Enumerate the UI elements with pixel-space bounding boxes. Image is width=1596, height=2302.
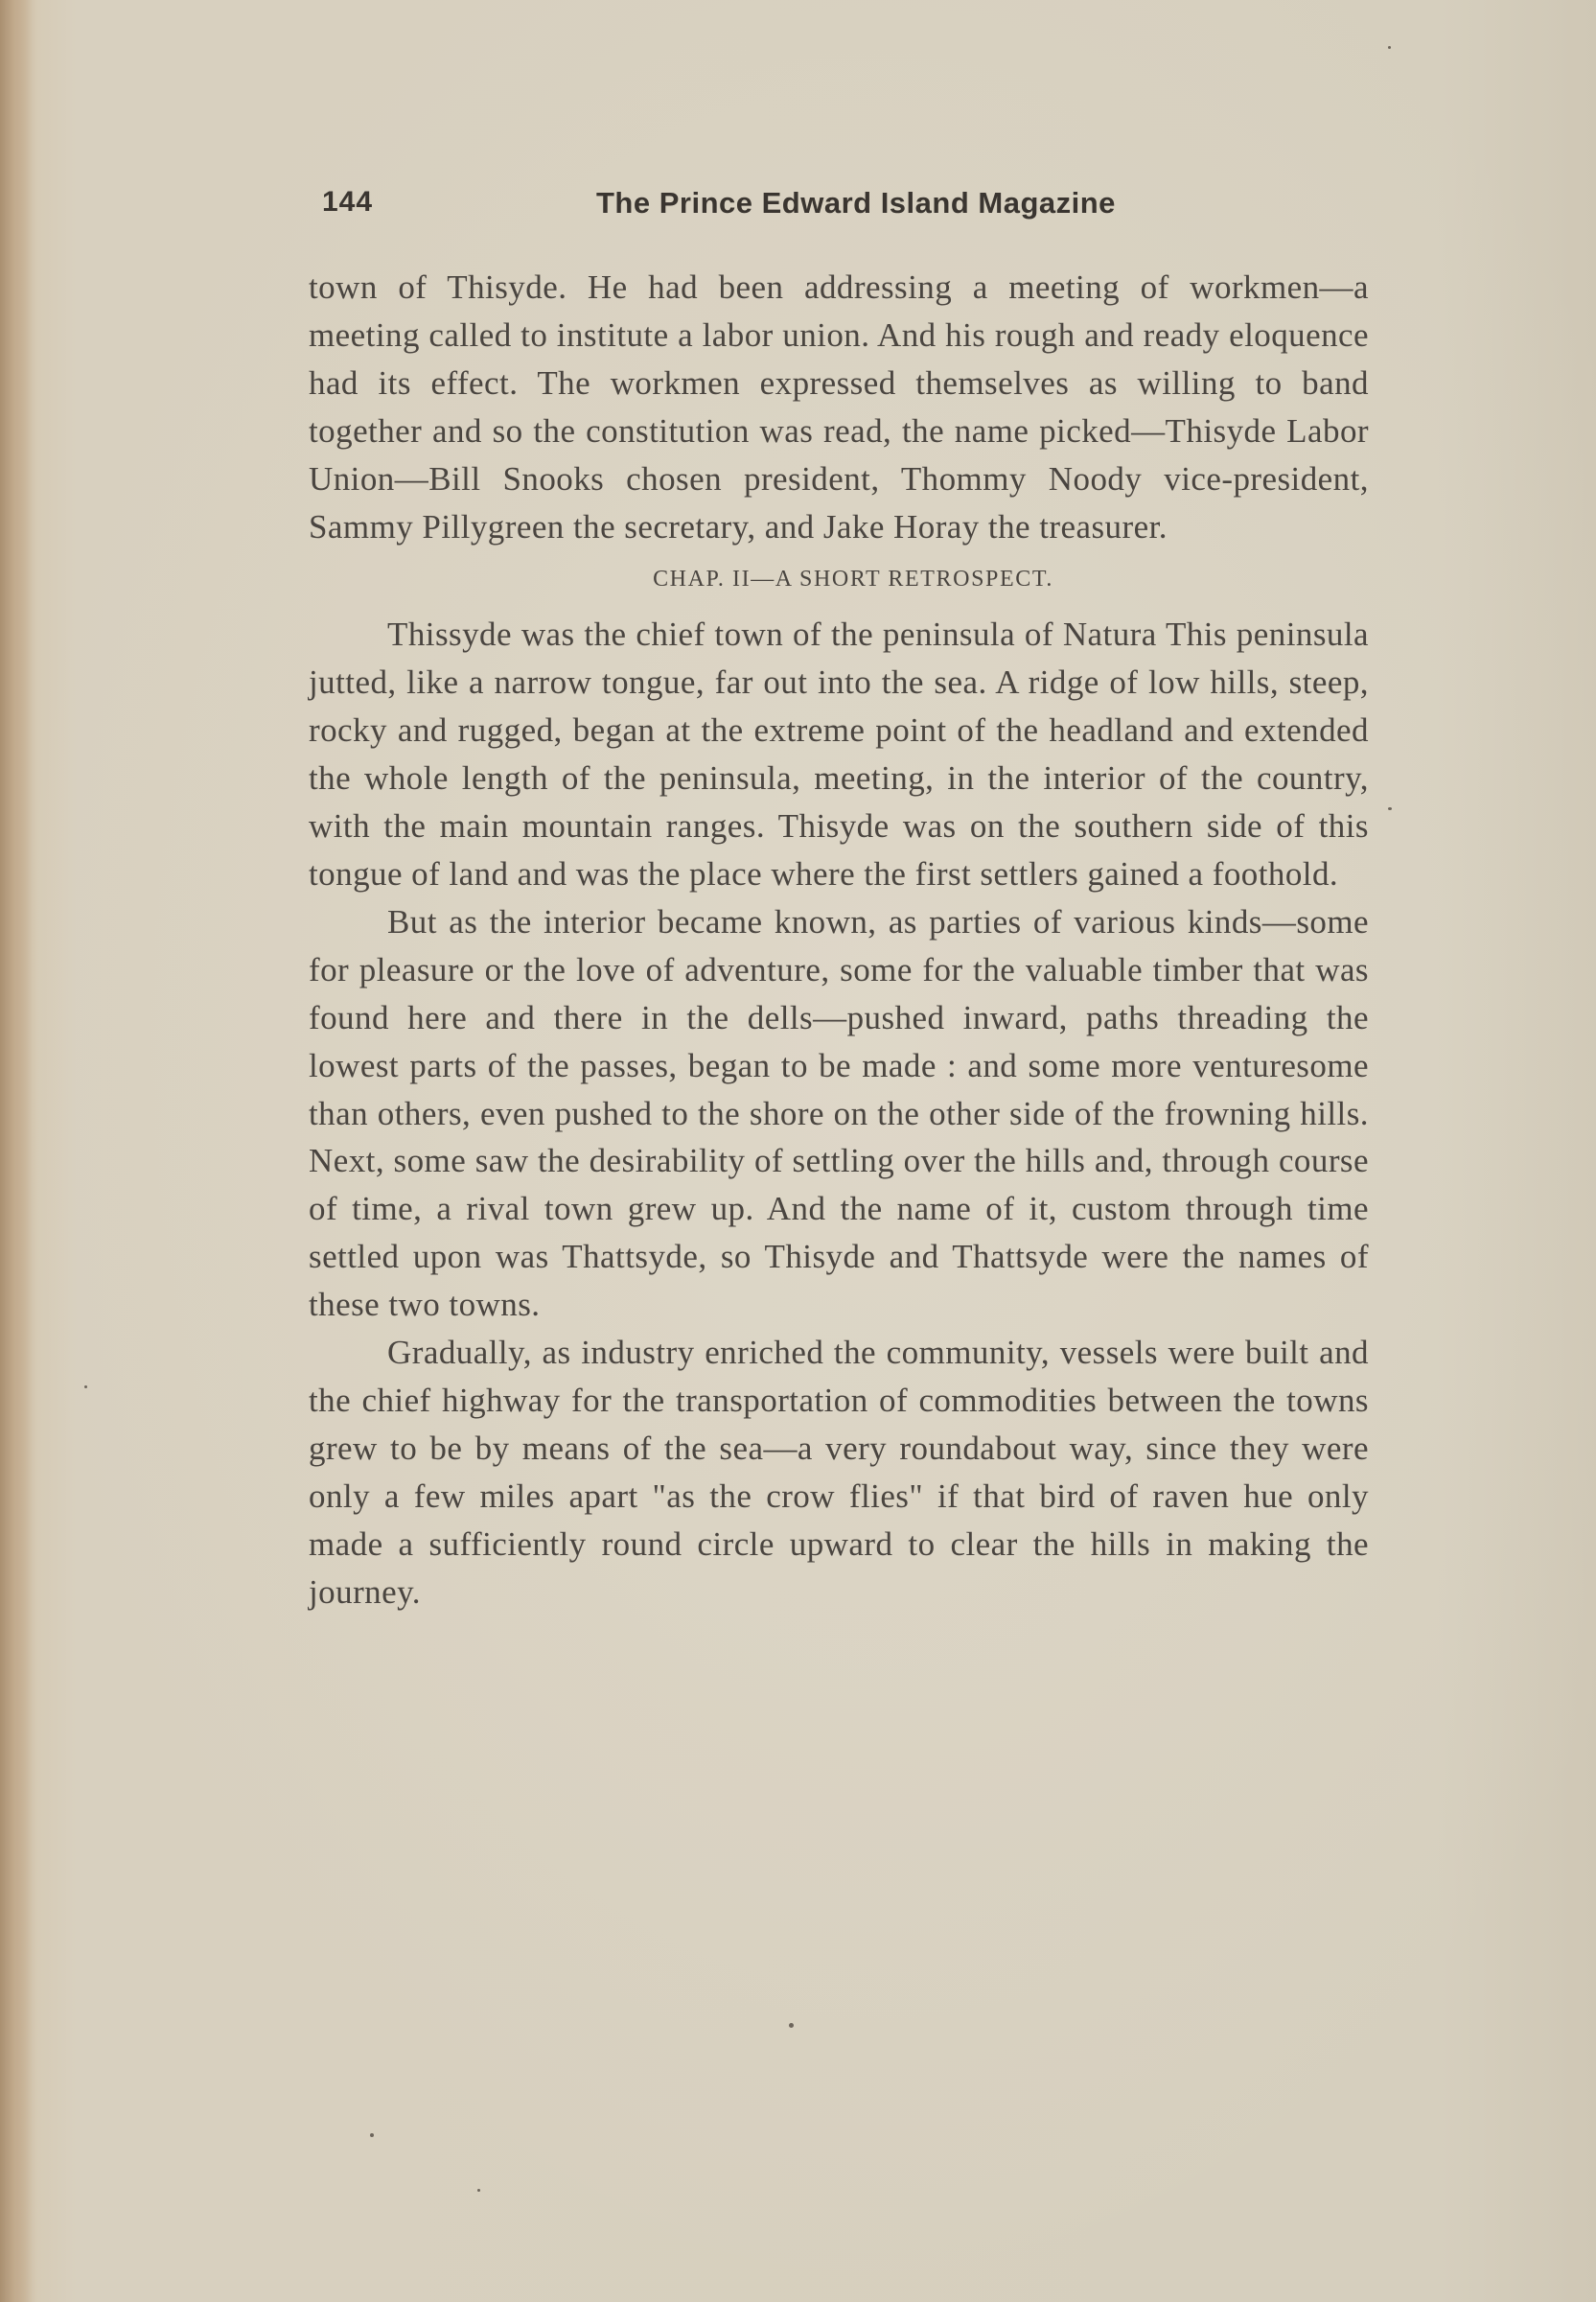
paragraph: But as the interior became known, as parties of various kinds—some for pleasure or the love of adventure, some for the valuable timber that was found here and there in the dells—pushed inward, paths threading the lowest parts of the passes, began to be made : and some more venturesome than others, even pushed to the shore on the other side of the frowning hills. Next, some saw the desirability of settling over the hills and, through course of time, a rival town grew up. And the name of it, custom through time settled upon was Thattsyde, so Thisyde and Thattsyde were the names of these two towns. [309, 902, 1369, 1324]
opening-paragraph: town of Thisyde. He had been addressing a meeting of workmen—a meeting called to institute a labor union. And his rough and ready eloquence had its effect. The workmen expressed themselves as willing to band together and so the constitution was read, the name picked—Thisyde Labor Union—Bill Snooks chosen president, Thommy Noody vice-president, Sammy Pillygreen the secretary, and Jake Horay the treasurer. [309, 268, 1369, 546]
paper-speck [84, 1385, 87, 1388]
body-text [309, 264, 1369, 1616]
paper-speck [477, 2189, 480, 2192]
paper-speck [370, 2133, 374, 2137]
chapter-heading: CHAP. II—A SHORT RETROSPECT. [653, 567, 1053, 593]
page-binding-edge [0, 0, 33, 2302]
magazine-title: The Prince Edward Island Magazine [596, 186, 1116, 220]
paper-speck [1388, 807, 1392, 810]
paper-speck [1388, 46, 1391, 49]
paper-speck [789, 2023, 794, 2028]
paragraph: Gradually, as industry enriched the community, vessels were built and the chief highway for the transportation of commodities between the towns grew to be by means of the sea—a very roundabout way, since they were only a few miles apart "as the crow flies" if that bird of raven hue only made a sufficiently round circle upward to clear the hills in making the journey. [309, 1334, 1369, 1611]
running-head [322, 186, 1185, 234]
page-number: 144 [322, 186, 374, 218]
paragraph: Thissyde was the chief town of the peninsula of Natura This peninsula jutted, like a narrow tongue, far out into the sea. A ridge of low hills, steep, rocky and rugged, began at the extreme point of the headland and extended the whole length of the peninsula, meeting, in the interior of the country, with the main mountain ranges. Thisyde was on the southern side of this tongue of land and was the place where the first settlers gained a foothold. [309, 616, 1369, 893]
